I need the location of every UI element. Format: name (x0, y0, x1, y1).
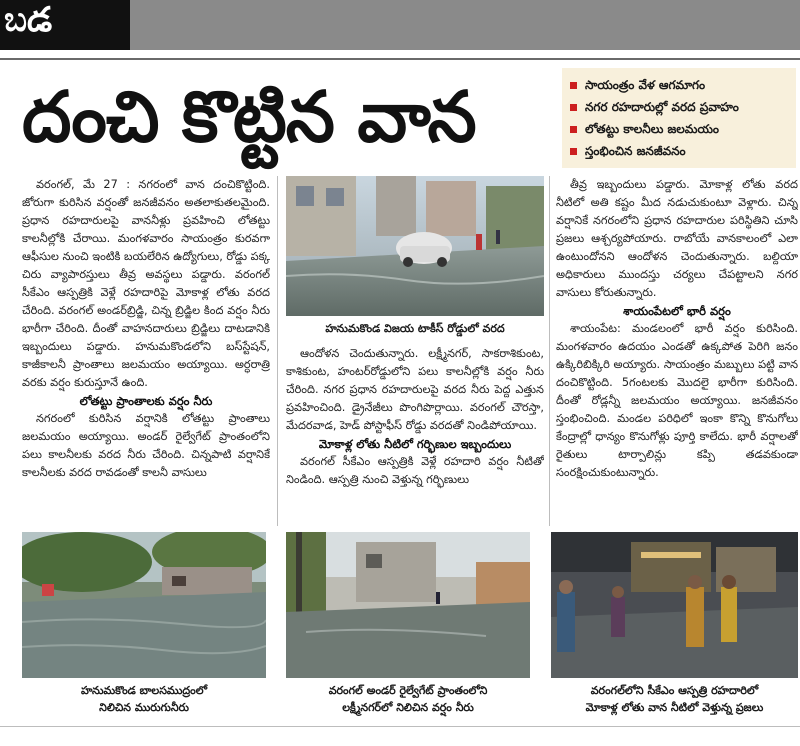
highlight-text: స్తంభించిన జనజీవనం (585, 144, 686, 158)
column-divider (549, 176, 550, 526)
article-paragraph: వరంగల్‌ సీకేఎం ఆస్పత్రికి వెళ్లే రహదారి వర్షం నీటితో నిండింది. ఆస్పత్రి నుంచి వెళ్తున్న గర్భిణులు (286, 455, 544, 486)
highlight-text: సాయంత్రం వేళ ఆగమాగం (585, 78, 706, 92)
red-square-bullet-icon (570, 104, 577, 111)
photo-caption-line: వరంగల్‌ అండర్‌ రైల్వేగేట్‌ ప్రాంతంలోని (328, 684, 488, 697)
photo-balasamudram (22, 532, 266, 678)
article-paragraph: తీవ్ర ఇబ్బందులు పడ్డారు. మోకాళ్ల లోతు వరద నీటిలో అతి కష్టం మీద నడుచుకుంటూ వెళ్లారు. చిన్న వర్షానికే నగరంలోని ప్రధాన రహదారుల పరిస్థితిని చూసి ప్రజలు ఆశ్చర్యపోయారు. రాబోయే వానకాలంలో ఎలా ఉంటుందోనని ఆందోళన చెందుతున్నారు. బల్దియా అధికారులు ముందస్తు చర్యలు చేపట్టాలని నగర వాసులు కోరుతున్నారు. (556, 178, 798, 299)
photo-caption-line: లక్ష్మీనగర్‌లో నిలిచిన వర్షం నీరు (342, 701, 474, 714)
highlight-item (570, 140, 788, 162)
red-square-bullet-icon (570, 148, 577, 155)
photo-vijaya-talkies-road (286, 176, 544, 316)
photo-caption (551, 682, 798, 716)
photo-caption-line: మోకాళ్ల లోతు వాన నీటిలో వెళ్తున్న ప్రజలు (585, 701, 764, 714)
article-paragraph: వరంగల్‌, మే 27 : నగరంలో వాన దంచికొట్టింది. జోరుగా కురిసిన వర్షంతో జనజీవనం అతలాకుతలమైంది. ప్రధాన రహదారులపై వాననీళ్లు ప్రవహించి లోతట్టు కాలనీల్లోకి చేరాయి. మంగళవారం సాయంత్రం కురవగా ఆఫీసుల నుంచి ఇంటికి బయలేరిన ఉద్యోగులు, రోడ్డు పక్క చిరు వ్యాపారస్తులు తీవ్ర అవస్థలు పడ్డారు. వరంగల్‌ సీకేఎం ఆస్పత్రికి వెళ్లే రహదారిపై మోకాళ్ల లోతు వరద చేరింది. వరంగల్‌ అండర్‌బ్రిడ్జి, చిన్న బ్రిడ్జిల కింద వర్షం నీరు భారీగా చేరింది. దీంతో వాహనదారులు బ్రిడ్జిలు దాటడానికి ఇబ్బందులు పడ్డారు. హనుమకొండలోని బస్‌స్టేషన్‌, కాజీకాలనీ ప్రాంతాలు జలమయం అయ్యాయి. అర్ధరాత్రి వరకు వర్షం కురుస్తూనే ఉంది. (22, 178, 270, 389)
red-square-bullet-icon (570, 126, 577, 133)
column-divider (277, 176, 278, 526)
article-subhead: లోతట్టు ప్రాంతాలకు వర్షం నీరు (79, 394, 213, 408)
bottom-divider (0, 726, 800, 727)
red-square-bullet-icon (570, 82, 577, 89)
photo-caption-line: నిలిచిన మురుగునీరు (99, 701, 189, 714)
highlight-text: నగర రహదారుల్లో వరద ప్రవాహం (585, 100, 739, 114)
top-divider (0, 58, 800, 60)
photo-caption (22, 682, 266, 716)
section-label: ಬడ (0, 0, 130, 50)
highlight-item (570, 118, 788, 140)
flooded-colony-image-icon (22, 532, 266, 678)
article-subhead: మోకాళ్ల లోతు నీటిలో గర్భిణుల ఇబ్బందులు (318, 437, 512, 451)
photo-caption-line: వరంగల్‌లోని సీకేఎం ఆస్పత్రి రహదారిలో (590, 684, 759, 697)
article-paragraph: శాయంపేట: మండలంలో భారీ వర్షం కురిసింది. మంగళవారం ఉదయం ఎండతో ఉక్కపోత పెరిగి జనం ఉక్కిరిబిక్కిరి అయ్యారు. సాయంత్రం మబ్బులు పట్టి వాన దంచికొట్టింది. 5గంటలకు మొదలై భారీగా కురిసింది. దీంతో రోడ్లన్నీ జలమయం అయ్యాయి. జనజీవనం స్తంభించింది. మండల పరిధిలో ఇంకా కొన్ని కొనుగోలు కేంద్రాల్లో ధాన్యం కొనుగోళ్లు పూర్తి కాలేదు. భారీ వర్షాలతో రైతులు టార్పాలిన్లు కప్పి తడవకుండా సంరక్షించుకుంటున్నారు. (556, 322, 798, 479)
article-paragraph: ఆందోళన చెందుతున్నారు. లక్ష్మీనగర్‌, సాకరాశికుంట, కాశికుంట, హంటర్‌రోడ్డులోని పలు కాలనీల్లోకి వర్షం నీరు చేరింది. నగర ప్రధాన రహదారులపై వరద నీరు పెద్ద ఎత్తున ప్రవహించింది. డ్రైనేజీలు పొంగిపొర్లాయి. వరంగల్‌ చౌరస్తా, మేదరవాడ, హెడ్‌ పోస్టాఫీస్‌ రోడ్డు వరదతో నిండిపోయాయి. (286, 347, 544, 432)
crowd-in-water-image-icon (551, 532, 798, 678)
article-paragraph: నగరంలో కురిసిన వర్షానికి లోతట్టు ప్రాంతాలు జలమయం అయ్యాయి. అండర్‌ రైల్వేగేట్‌ ప్రాంతంలోని పలు కాలనీలకు వరద నీరు చేరింది. చిన్నపాటి వర్షానికే కాలనీలకు వరద రావడంతో కాలనీ వాసులు (22, 412, 270, 479)
article-subhead: శాయంపేటలో భారీ వర్షం (623, 304, 731, 318)
photo-caption: హనుమకొండ విజయ టాకీస్‌ రోడ్డులో వరద (325, 322, 505, 335)
photo-caption (286, 682, 530, 716)
photo-ckm-hospital-road (551, 532, 798, 678)
section-masthead (0, 0, 800, 50)
highlights-box (562, 68, 796, 168)
headline: దంచి కొట్టిన వాన (22, 76, 476, 158)
article-column-1 (22, 176, 270, 526)
photo-lakshminagar (286, 532, 530, 678)
article-column-2 (286, 345, 544, 525)
highlight-text: లోతట్టు కాలనీలు జలమయం (585, 122, 720, 136)
article-column-3 (556, 176, 798, 526)
flooded-lane-image-icon (286, 532, 530, 678)
flooded-street-image-icon (286, 176, 544, 316)
highlight-item (570, 74, 788, 96)
photo-caption-line: హనుమకొండ బాలసముద్రంలో (80, 684, 208, 697)
highlight-item (570, 96, 788, 118)
